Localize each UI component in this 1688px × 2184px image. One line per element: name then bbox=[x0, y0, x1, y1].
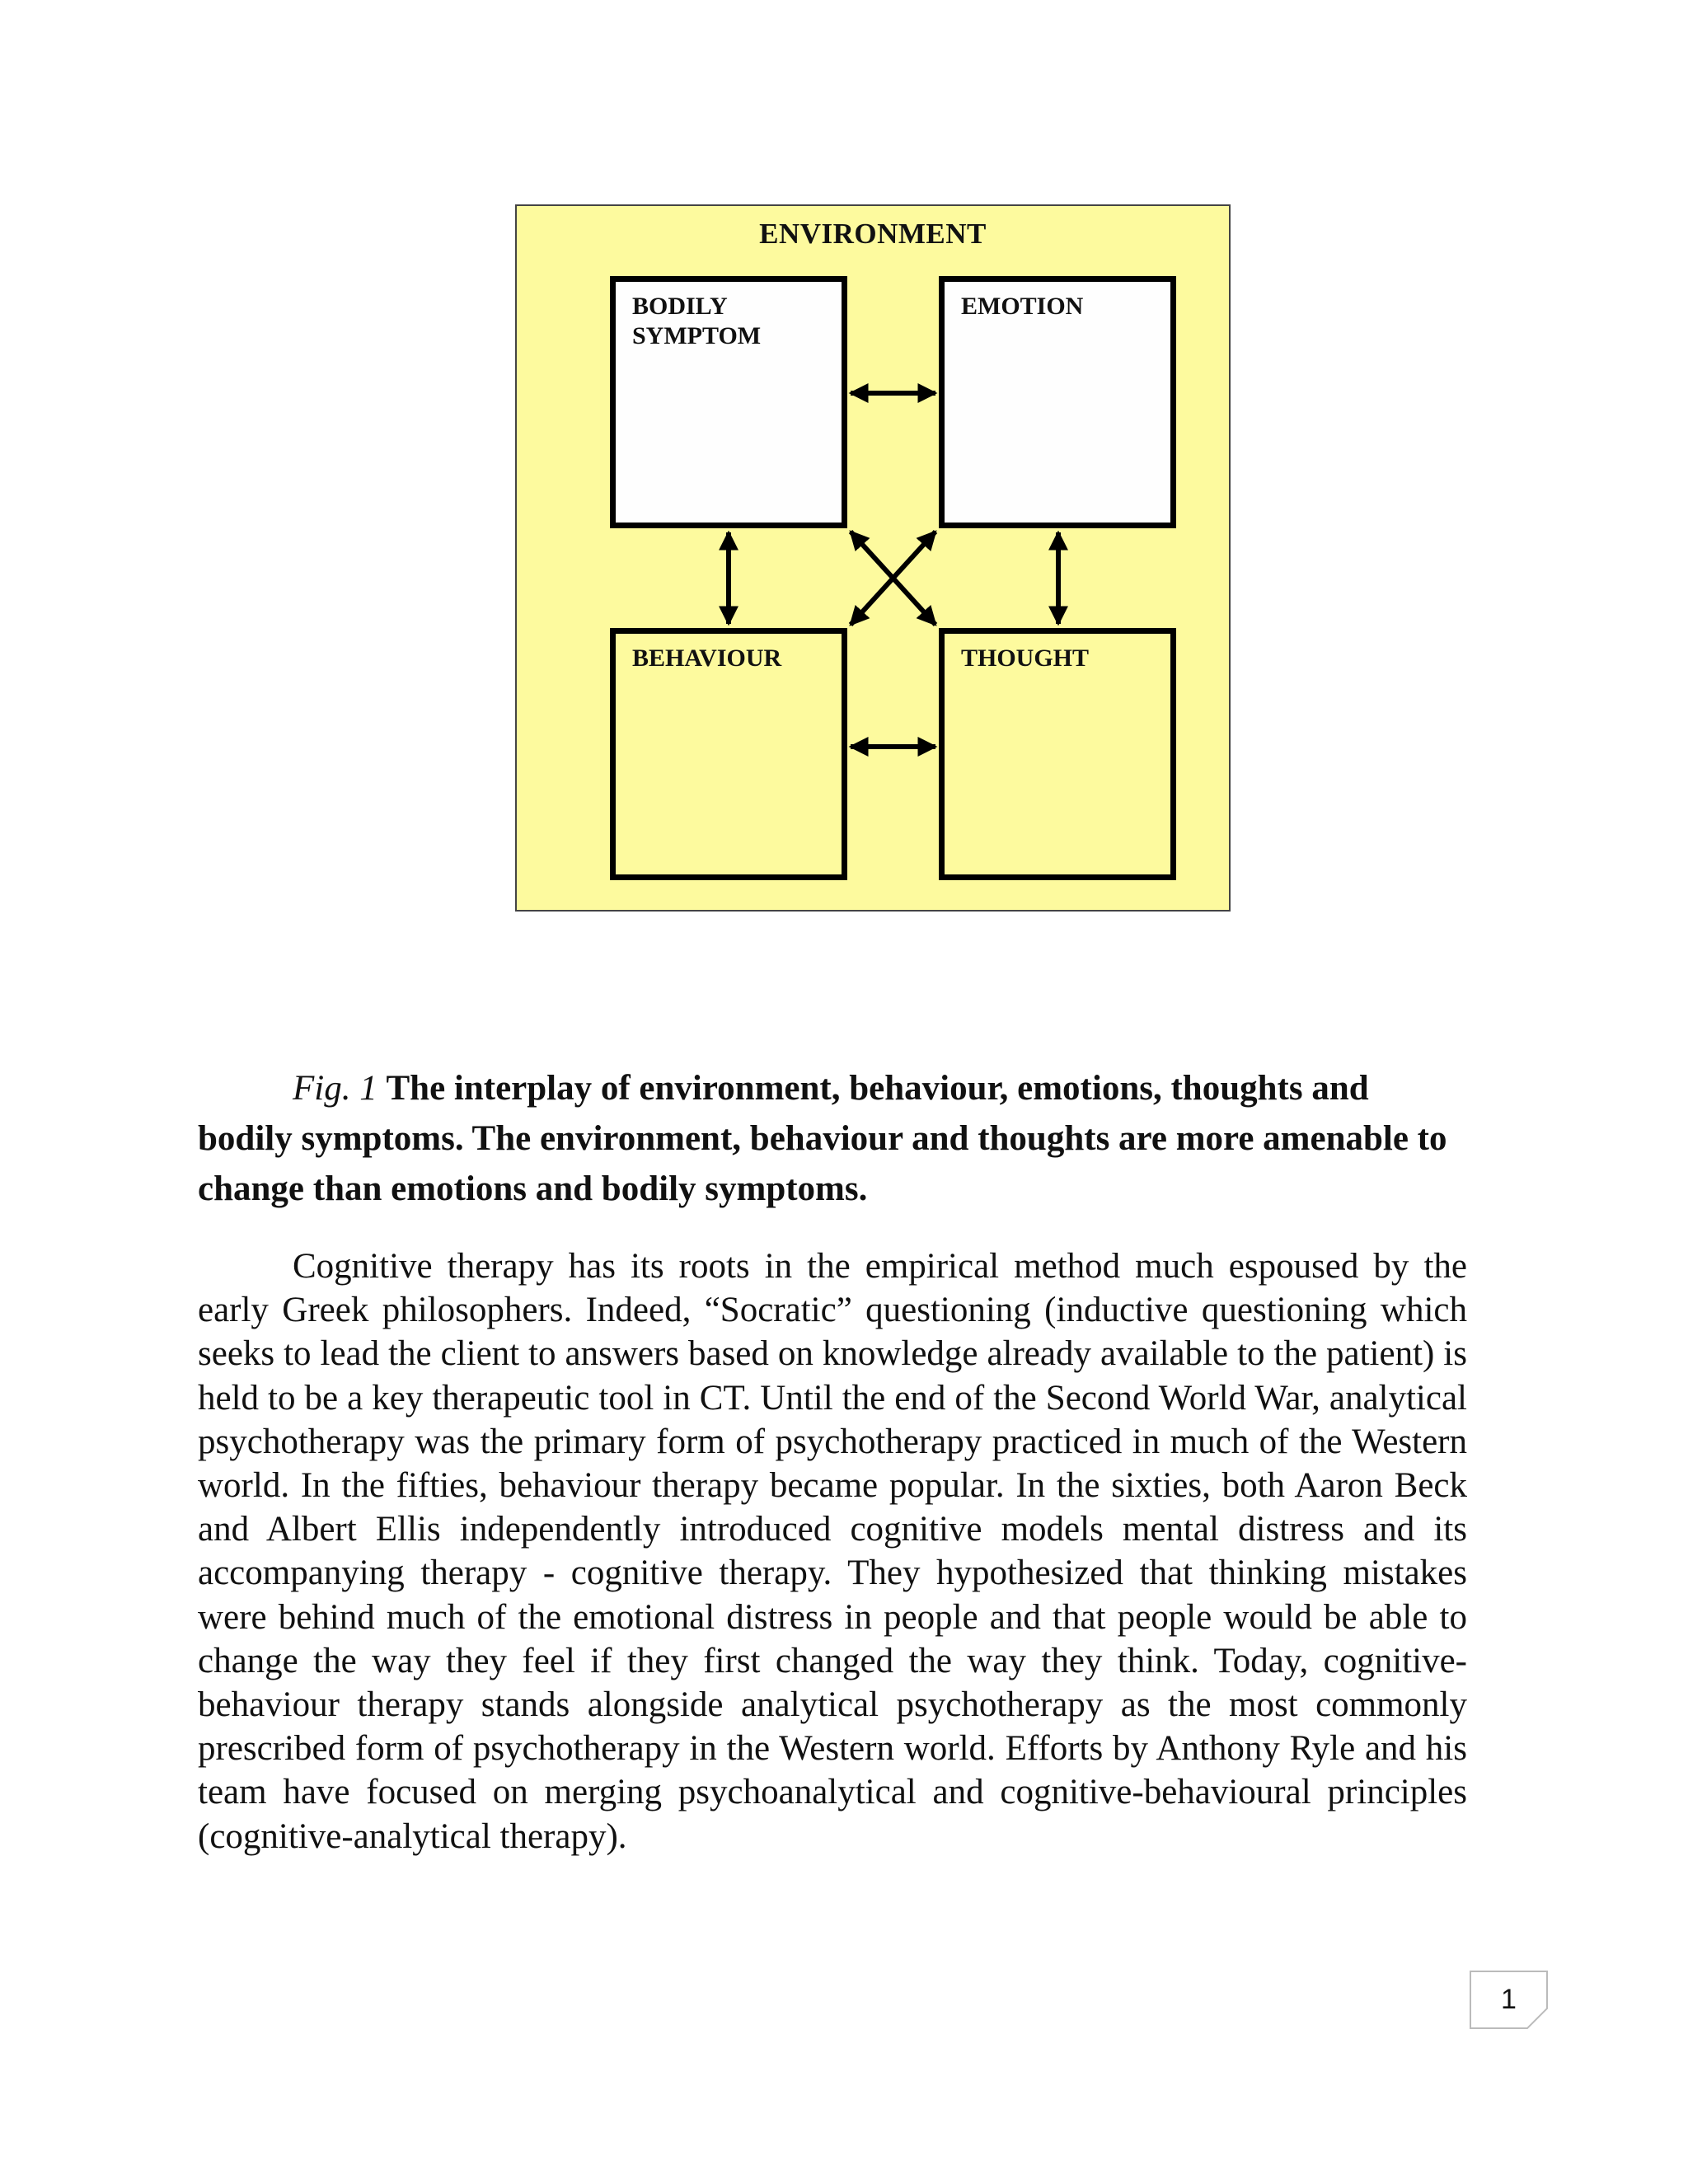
emotion-label: EMOTION bbox=[961, 293, 1084, 320]
figure-number: Fig. 1 bbox=[293, 1069, 377, 1108]
figure-caption bbox=[198, 1063, 1467, 1214]
bodily-symptom-label: BODILY SYMPTOM bbox=[632, 293, 762, 349]
page-number-label: 1 bbox=[1501, 1984, 1517, 2015]
behaviour-label: BEHAVIOUR bbox=[632, 644, 782, 672]
page-corner-fold-icon bbox=[1526, 2008, 1548, 2029]
relationship-arrows bbox=[517, 206, 1229, 910]
environment-diagram bbox=[515, 204, 1231, 912]
body-paragraph: Cognitive therapy has its roots in the empirical method much espoused by the early Greek philosophers. Indeed, “Socratic” questioning (inductive questioning which seeks to lead the client to answers based on knowledge already available to the patient) is held to be a key therapeutic tool in CT. Until the end of the Second World War, analytical psychotherapy was the primary form of psychotherapy practiced in much of the Western world. In the fifties, behaviour therapy became popular. In the sixties, both Aaron Beck and Albert Ellis independently introduced cognitive models mental distress and its accompanying therapy - cognitive therapy. They hypothesized that thinking mistakes were behind much of the emotional distress in people and that people would be able to change the way they feel if they first changed the way they think. Today, cognitive-behaviour therapy stands alongside analytical psychotherapy as the most commonly prescribed form of psychotherapy in the Western world. Efforts by Anthony Ryle and his team have focused on merging psychoanalytical and cognitive-behavioural principles (cognitive-analytical therapy). bbox=[198, 1247, 1467, 1856]
thought-label: THOUGHT bbox=[961, 644, 1090, 672]
environment-title: ENVIRONMENT bbox=[759, 218, 987, 250]
caption-text: The interplay of environment, behaviour, emotions, thoughts and bodily symptoms. The environment, behaviour and thoughts are more amenable to change than emotions and bodily symptoms. bbox=[198, 1069, 1447, 1208]
